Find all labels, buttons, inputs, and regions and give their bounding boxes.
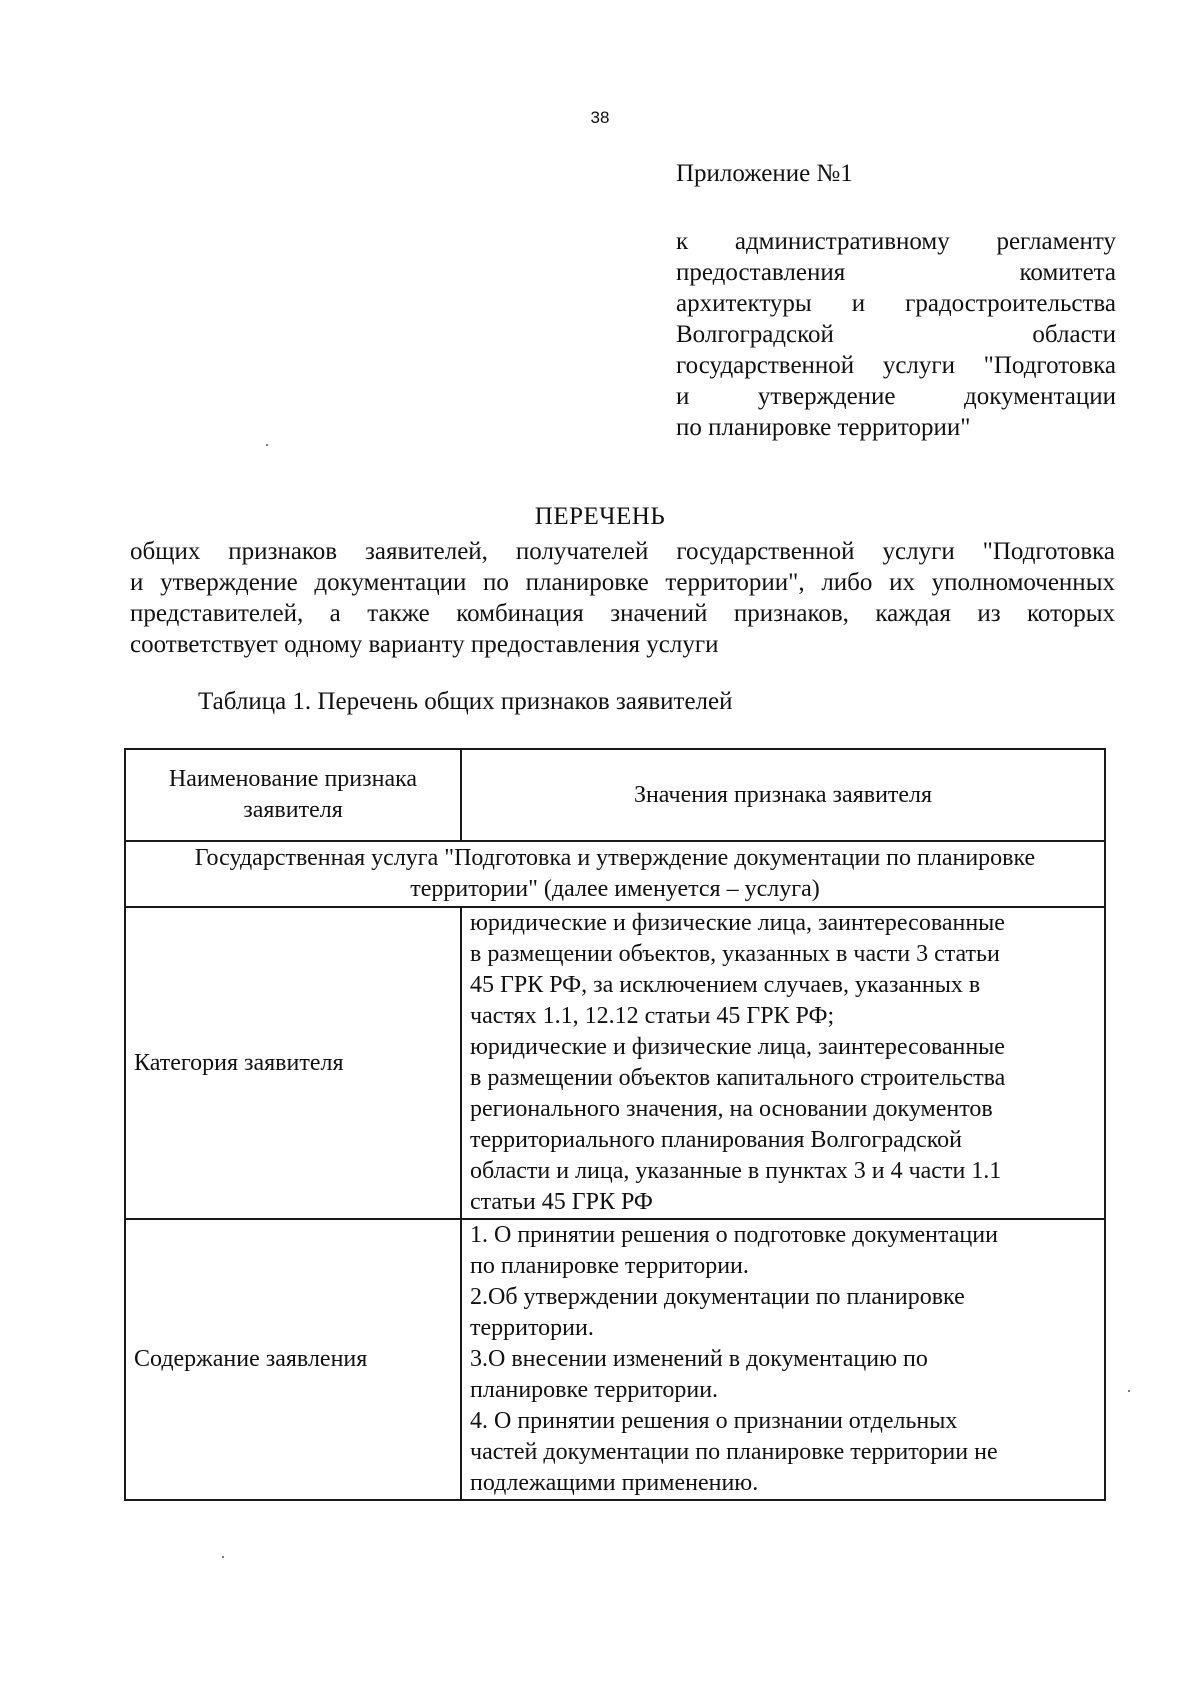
table-row: [125, 1219, 1105, 1500]
appendix-line: по планировке территории": [676, 414, 971, 441]
value-line: области и лица, указанные в пунктах 3 и 4 части 1.1: [470, 1158, 1002, 1184]
value-line: территориального планирования Волгоградской: [470, 1127, 962, 1153]
header-feature-values: Значения признака заявителя: [461, 749, 1105, 841]
value-line: в размещении объектов капитального строительства: [470, 1065, 1006, 1091]
appendix-line: и утверждение документации: [676, 383, 1116, 410]
row-label: Категория заявителя: [125, 907, 461, 1219]
subtitle-line: соответствует одному варианту предоставления услуги: [130, 631, 719, 658]
appendix-line: предоставления комитета: [676, 259, 1116, 286]
value-line: 1. О принятии решения о подготовке документации: [470, 1222, 998, 1248]
appendix-line: к административному регламенту: [676, 228, 1116, 255]
appendix-line: Волгоградской области: [676, 321, 1116, 348]
table-header-row: [125, 749, 1105, 841]
document-title: ПЕРЕЧЕНЬ: [534, 503, 666, 530]
row-values: [461, 1219, 1105, 1500]
value-line: территории.: [470, 1315, 594, 1341]
appendix-line: архитектуры и градостроительства: [676, 290, 1116, 317]
value-line: 2.Об утверждении документации по планировке: [470, 1284, 965, 1310]
service-row: [125, 841, 1105, 907]
page-number: 38: [590, 108, 610, 127]
value-line: в размещении объектов, указанных в части 3 статьи: [470, 941, 1000, 967]
appendix-title: Приложение №1: [676, 160, 853, 187]
subtitle-line: и утверждение документации по планировке территории", либо их уполномоченных: [130, 569, 1115, 596]
table-caption: Таблица 1. Перечень общих признаков заявителей: [198, 688, 733, 715]
value-line: планировке территории.: [470, 1377, 719, 1403]
value-line: юридические и физические лица, заинтересованные: [470, 910, 1005, 936]
scan-speck: [266, 444, 268, 446]
service-line: территории" (далее именуется – услуга): [410, 876, 820, 902]
appendix-line: государственной услуги "Подготовка: [676, 352, 1116, 379]
appendix-text: [676, 226, 1116, 443]
header-feature-name: [125, 749, 461, 841]
value-line: 4. О принятии решения о признании отдельных: [470, 1408, 958, 1434]
value-line: подлежащими применению.: [470, 1470, 759, 1496]
scan-speck: [222, 1556, 224, 1558]
value-line: статьи 45 ГРК РФ: [470, 1189, 653, 1215]
value-line: 3.О внесении изменений в документацию по: [470, 1346, 928, 1372]
scan-speck: [1128, 1390, 1130, 1392]
row-label: Содержание заявления: [125, 1219, 461, 1500]
value-line: юридические и физические лица, заинтересованные: [470, 1034, 1005, 1060]
features-table: [124, 748, 1106, 1501]
value-line: регионального значения, на основании документов: [470, 1096, 993, 1122]
service-line: Государственная услуга "Подготовка и утверждение документации по планировке: [194, 845, 1036, 871]
value-line: частей документации по планировке территории не: [470, 1439, 998, 1465]
value-line: по планировке территории.: [470, 1253, 749, 1279]
header-line: Наименование признака: [168, 766, 418, 792]
value-line: частях 1.1, 12.12 статьи 45 ГРК РФ;: [470, 1003, 835, 1029]
subtitle-line: общих признаков заявителей, получателей государственной услуги "Подготовка: [130, 538, 1115, 565]
header-line: заявителя: [243, 797, 343, 823]
service-cell: [125, 841, 1105, 907]
value-line: 45 ГРК РФ, за исключением случаев, указанных в: [470, 972, 981, 998]
document-subtitle: [130, 536, 1115, 660]
table-row: [125, 907, 1105, 1219]
subtitle-line: представителей, а также комбинация значений признаков, каждая из которых: [130, 600, 1115, 627]
row-values: [461, 907, 1105, 1219]
